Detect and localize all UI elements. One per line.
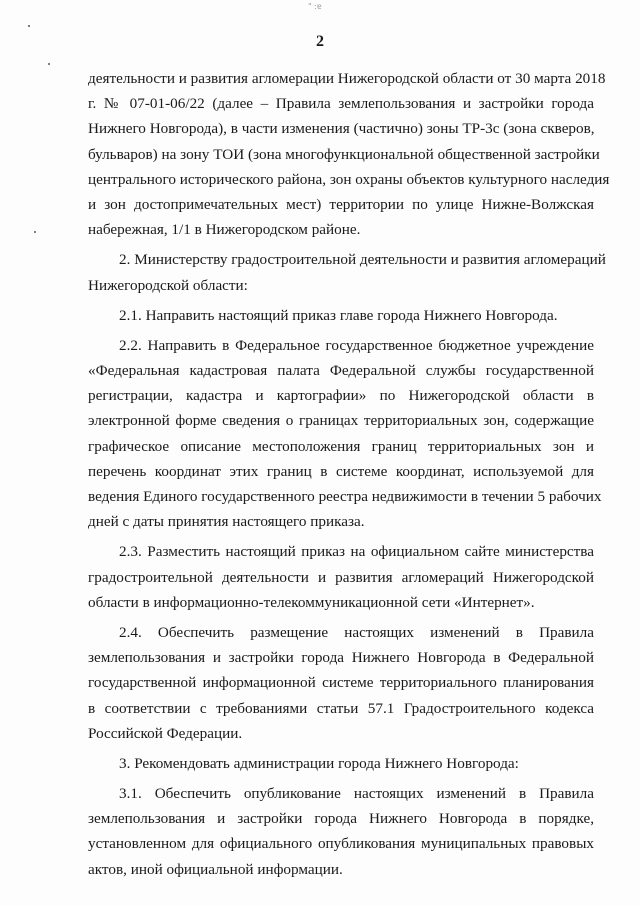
text-line: 2.3. Разместить настоящий приказ на официальном сайте министерства [119,543,594,561]
text-line: набережная, 1/1 в Нижегородском районе. [88,221,361,239]
scan-speck [28,25,30,27]
text-line: дней с даты принятия настоящего приказа. [88,513,365,531]
paragraph-continuation [88,66,610,242]
scan-speck [48,63,50,65]
paragraph-item-2-2 [88,333,602,535]
text-line: перечень координат этих границ в системе координат, используемой для [88,462,594,480]
text-line: Нижнего Новгорода), в части изменения (частично) зоны ТР-3с (зона скверов, [88,120,595,138]
text-line: бульваров) на зону ТОИ (зона многофункциональной общественной застройки [88,145,600,163]
text-line: государственной информационной системе территориального планирования [88,674,594,692]
text-line: 3. Рекомендовать администрации города Нижнего Новгорода: [119,754,519,772]
text-line: 2.2. Направить в Федеральное государственное бюджетное учреждение [119,336,594,354]
text-line: 3.1. Обеспечить опубликование настоящих изменений в Правила [119,785,594,803]
text-line: землепользования и застройки города Нижнего Новгорода в порядке, [88,810,594,828]
paragraph-item-2-1 [88,303,594,328]
text-line: деятельности и развития агломерации Нижегородской области от 30 марта 2018 [88,70,606,87]
text-line: 2. Министерству градостроительной деятельности и развития агломераций [119,251,606,269]
paragraph-item-2 [88,247,606,297]
paragraph-item-3 [88,751,594,776]
paragraph-item-2-3 [88,539,594,615]
text-line: в соответствии с требованиями статьи 57.1 Градостроительного кодекса [88,699,594,717]
text-line: 2.4. Обеспечить размещение настоящих изменений в Правила [119,623,594,641]
text-line: установленном для официального опубликования муниципальных правовых [88,835,594,853]
document-body [88,66,610,882]
text-line: землепользования и застройки города Нижнего Новгорода в Федеральной [88,649,594,667]
text-line: центрального исторического района, зон охраны объектов культурного наследия [88,170,610,188]
text-line: актов, иной официальной информации. [88,860,343,878]
text-line: регистрации, кадастра и картографии» по Нижегородской области в [88,387,594,405]
text-line: и зон достопримечательных мест) территории по улице Нижне-Волжская [88,195,594,213]
text-line: «Федеральная кадастровая палата Федеральной службы государственной [88,362,594,380]
scan-speck [34,231,36,233]
text-line: г. № 07-01-06/22 (далее – Правила землепользования и застройки города [88,95,594,113]
text-line: графическое описание местоположения границ территориальных зон и [88,437,594,455]
text-line: области в информационно-телекоммуникационной сети «Интернет». [88,593,535,611]
text-line: Российской Федерации. [88,724,243,742]
scan-artifact-mark: " :ɐ [308,2,322,11]
text-line: ведения Единого государственного реестра недвижимости в течении 5 рабочих [88,488,602,505]
paragraph-item-3-1 [88,781,594,882]
text-line: электронной форме сведения о границах территориальных зон, содержащие [88,412,594,430]
paragraph-item-2-4 [88,620,594,746]
text-line: 2.1. Направить настоящий приказ главе города Нижнего Новгорода. [119,306,558,324]
text-line: градостроительной деятельности и развития агломераций Нижегородской [88,568,594,586]
text-line: Нижегородской области: [88,276,248,294]
page-number: 2 [316,33,324,50]
